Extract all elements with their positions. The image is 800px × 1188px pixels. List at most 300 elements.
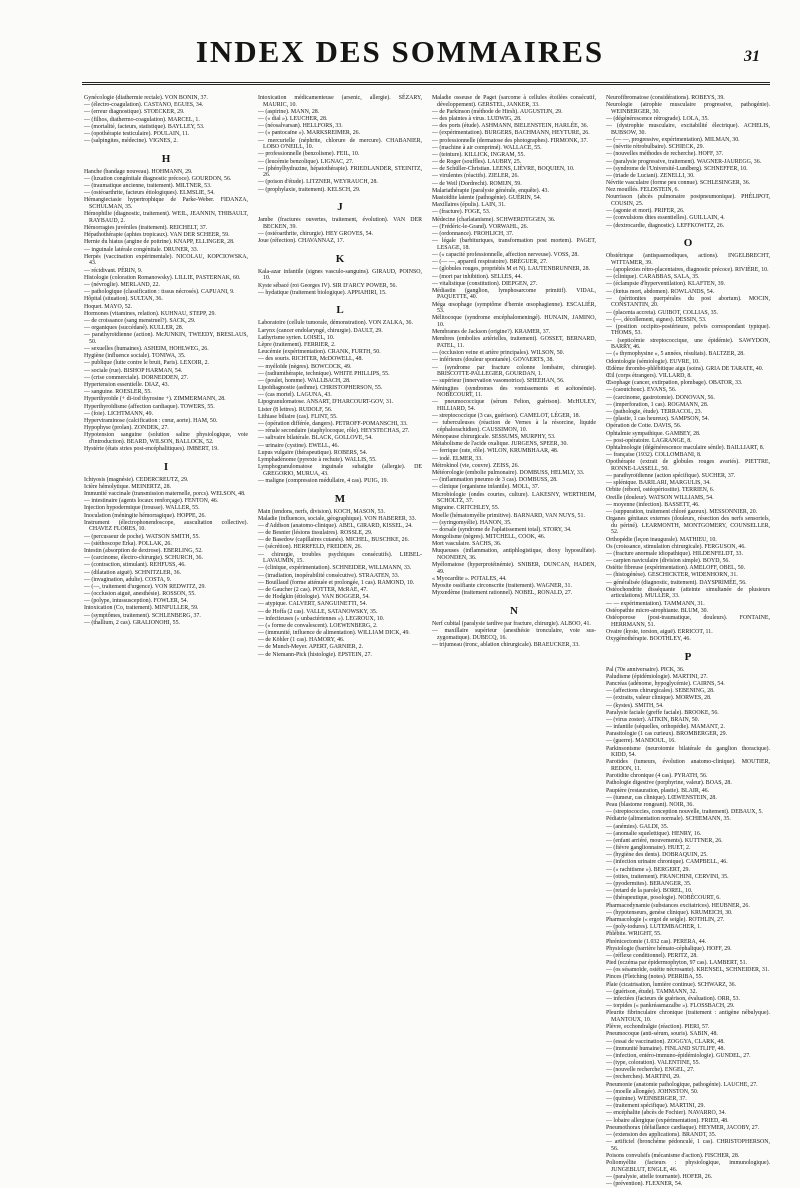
index-entry: Odontologie (sémiologie). EUVRE, 10. <box>606 358 700 365</box>
index-entry: — (anomalie squelettique). HENRY, 16. <box>606 830 702 837</box>
index-entry: — (symptômes, traitement). SCHLENBERG, 37. <box>84 612 201 619</box>
index-entry: Hypophyse (prolan). ZONDEK, 27. <box>84 425 169 432</box>
index-entry: — (phénylhydrazine, hépatothérapie). FRIEDLANDER, STEINITZ, 26. <box>258 165 422 179</box>
index-entry: — (leucémie benzolique). LIGNAC, 27. <box>258 158 354 165</box>
index-entry: — (triade de Luciani). ZENELLI, 30. <box>606 172 695 179</box>
index-entry: — vitalistique (constitution). DIEPGEN, 27. <box>432 280 538 287</box>
index-entry: — (guérison, étude). TAMMANN, 32. <box>606 988 698 995</box>
index-entry: — supérieur (innervation vasomotrice). SHEEHAN, 56. <box>432 378 565 385</box>
index-entry: Orbite (rébord, ostéopériostite). TERRIEN, 6. <box>606 487 715 494</box>
index-entry: — (placenta accreta). GUIBOT, COLLIAS, 35. <box>606 309 718 316</box>
index-entry: Plaie (cicatrisation, lumière continue). SCHWARZ, 36. <box>606 981 737 988</box>
index-entry: — (caoutchouc). EVANS, 56. <box>606 387 677 394</box>
index-entry: Orthopédie (leçon inaugurale). MATHIEU, 10. <box>606 536 717 543</box>
index-entry: Pneumocoque (anti-sérum, souris). SABIN, 48. <box>606 1031 718 1038</box>
header-rule <box>82 82 770 85</box>
index-entry: Mélitocoque (syndrome encéphalomeningé). HUNAIN, JAMINO, 10. <box>432 315 596 329</box>
index-entry: — (éclampsie d'hyperventilation). KLAFTEN, 39. <box>606 281 726 288</box>
index-entry: — (crise commerciale). DORNEDDEN, 27. <box>84 374 189 381</box>
index-entry: Intestin (absorption de dextrose). EBERLING, 52. <box>84 547 203 554</box>
index-entry: — (moelle allongée). JOHNSTON, 50. <box>606 1088 699 1095</box>
index-entry: Paupière (restauration, plastie). BLAIR, 46. <box>606 787 710 794</box>
index-entry: — française (1932). COLLOMBANI, 8. <box>606 452 702 459</box>
index-entry: Paludisme (épidémiologie). MARTINI, 27. <box>606 673 708 680</box>
index-entry: — mercurielle (néphrite, chlorure de mercure). CHABANIER, LOBO O'NEILL, 10. <box>258 137 422 151</box>
index-entry: Myélomatose (hyperprotéinémie). SNIBER, DUNCAN, HADEN, 49. <box>432 562 596 575</box>
index-entry: — infantile (séquelles, orthopédie). MAMANT, 2. <box>606 724 725 731</box>
index-entry: — (hygiène des dents). DOBRAQUIN, 25. <box>606 852 708 859</box>
index-entry: — (prophylaxie, traitement). KELSCH, 29. <box>258 186 361 193</box>
index-entry: Mastoïdite latente (pathogénie). GUÉRIN, 54. <box>432 195 542 202</box>
index-entry: Moelle (hématomyélie primitive). BARNARD, VAN NUYS, 51. <box>432 512 585 519</box>
index-entry: — (type, coloration). VALENTINE, 55. <box>606 1060 701 1067</box>
index-entry: — (dystrophie musculaire, excitabilité électrique). ACHELIS, BUBSOW, 30. <box>606 123 770 136</box>
index-entry: Microbiologie (ondes courtes, culture). LAKESNY, WERTHEIM, SCHOLTZ, 37. <box>432 491 596 505</box>
index-entry: — (enfant arriéré, mouvements). KUTTNER, 26. <box>606 837 723 844</box>
index-entry: — (dilatation aiguë). SCHNITZLER, 36. <box>84 569 182 576</box>
index-entry: Lipoïdiagnostie (asthme). CHRISTOPHERSON, 55. <box>258 385 383 392</box>
index-entry: Pied (eczéma par épidermophyton, 97 cas). LAMBERT, 51. <box>606 960 748 967</box>
index-entry: Hémophilie (diagnostic, traitement). WEIL, JEANNIN, THIBAULT, RAYBAUD, 2. <box>84 211 248 224</box>
index-entry: — (immunité humaine). FINLAND SUTLIFF, 48. <box>606 1045 725 1052</box>
index-entry: Neurofibromatose (considérations). ROBEYS, 39. <box>606 95 725 101</box>
index-entry: Hanche (bandage nouveau). HOHMANN, 29. <box>84 168 193 175</box>
index-entry: Ostéopathie micro-atrophiante. BLUM, 30. <box>606 607 709 614</box>
index-entry: Joue (réfection). CHAVANNAZ, 17. <box>258 238 345 245</box>
index-entry: — sexuelles (humaines). ASHEIM, HOHLWEG, 26. <box>84 346 209 353</box>
index-entry: Lupus vulgaire (thérapeutique). ROBERS, 54. <box>258 449 368 456</box>
index-entry: — trijumeau (tronc, ablation chirurgicale). BRAEUCKER, 33. <box>432 641 580 648</box>
index-entry: — (cas mortel). LAGUNA, 43. <box>258 392 332 399</box>
index-entry: Migraine. CRITCHLEY, 55. <box>432 505 500 512</box>
section-letter: H <box>161 152 171 165</box>
index-entry: — ferrique (rate, rôle). WILON, KRUMBHAAR, 48. <box>432 448 559 455</box>
section-letter: L <box>336 304 344 317</box>
index-entry: Neurologie (atrophie musculaire progressive, pathogénie). WEINBERGER, 30. <box>606 102 770 115</box>
index-entry: Inoculation (méningite hémorragique). HOPPE, 26. <box>84 512 206 519</box>
index-entry: Main (tendons, nerfs, division). KOCH, MASON, 53. <box>258 508 385 515</box>
index-entry: Nez mouillés. FELDSTEIN, 6. <box>606 187 679 194</box>
index-entry: — (« dial »). LEUCHER, 28. <box>258 115 328 122</box>
index-entry: — hydatique (traitement biologique). APPIAHIRI, 15. <box>258 289 387 296</box>
index-entry: Pharmacologie (« ergot de seigle). ROTHLIN, 27. <box>606 916 725 923</box>
index-entry: — (mort par inhibition). SELLES, 44. <box>432 273 522 280</box>
index-entry: Mongolisme (nègres). MITCHELL, COOK, 46. <box>432 534 546 541</box>
index-entry: — lobaire allergique (expérimentation). FRIED, 48. <box>606 1117 729 1124</box>
index-entry: — (— —, appareil respiratoire). BRÉGUER, 27. <box>432 259 548 266</box>
index-entry: Oxygénothérapie. BOOTHLEY, 46. <box>606 635 691 642</box>
index-entry: — (opération différée, dangers). PETROFF-POMANSCHI, 33. <box>258 421 408 427</box>
index-entry: Myxœdème (traitement rationnel). NOBEL, RONALD, 27. <box>432 590 573 597</box>
index-entry: — maligne (compression médullaire, 4 cas). PUIG, 19. <box>258 477 389 484</box>
index-entry: — (carcinome, gastrotomie). DONOVAN, 56. <box>606 394 715 401</box>
index-entry: — de Munch-Meyer. APERT, GARNIER, 2. <box>258 644 364 651</box>
index-entry: — (réflexe conditionnel). PERITZ, 28. <box>606 952 698 959</box>
index-entry: — de Roger (souffles). LAUBRY, 25. <box>432 159 522 166</box>
index-entry: — professionnelle (benzolisme). FEIL, 10. <box>258 151 360 158</box>
index-entry: Pathologie digestive (porphyrine, valeur). BOAS, 28. <box>606 780 732 787</box>
index-entry: — (traitement spécifique). MARTINI, 29. <box>606 1103 705 1110</box>
index-entry: Parasitologie (1 cas curieux). BROMBERGER, 29. <box>606 731 728 738</box>
index-entry: Mort vasculaire. SACHS, 36. <box>432 541 502 548</box>
index-entry: Méga œsophage (symptôme d'hernie œsophagienne). ESCALIÉR, 53. <box>432 301 596 315</box>
index-entry: — (hypotenseurs, genèse clinique). KRUMEICH, 30. <box>606 909 733 916</box>
page-title: INDEX DES SOMMAIRES <box>195 34 605 69</box>
index-entry: — pathologique (classification : tissus nécrosés). CAPUANI, 9. <box>84 289 235 296</box>
index-entry: — maxillaire supérieur (anesthésie tronculaire, voie sus-zygomatique). DUBECQ, 16. <box>432 628 596 641</box>
index-entry: Névrite vasculaire (forme peu connue). SCHLESINGER, 36. <box>606 180 751 187</box>
index-entry: Larynx (cancer endolaryngé, chirurgie). DAULT, 29. <box>258 327 383 334</box>
index-entry: — (« capacité professionnelle, affection nerveuse). VOSS, 28. <box>432 251 579 258</box>
index-entry: — (extraits, valeur clinique). MORWES, 28. <box>606 695 712 702</box>
index-entry: — légale (barbituriques, transformation post mortem). PAGET, LESAGE, 18. <box>432 238 596 251</box>
index-entry: — (nouvelles méthodes de recherche). HOFF, 37. <box>606 151 724 158</box>
index-entry: — des ports (étude). ASHMANN, BIELENSTEIN, HARLÉE, 36. <box>432 123 589 130</box>
index-entry: — inguinale latérale congénitale. DRUNER, 33. <box>84 246 199 253</box>
index-entry: — (poly-iodures). LUTEMBACHER, 1. <box>606 924 702 931</box>
index-entry: Hystérie (états stries post-encéphalitiques). IMBERT, 19. <box>84 446 219 453</box>
index-entry: — (fœtus mort, abdomen). ROWLANDS, 54. <box>606 288 715 295</box>
index-entry: — atypique. CALVERT, SANGUINETTI, 54. <box>258 601 367 608</box>
index-entry: — dorsale (syndrome de l'aplatissement total). STORY, 34. <box>432 526 572 533</box>
index-entry: Herpès (vaccination expérimentale). NICOLAU, KOPCIOWSKA, 43. <box>84 253 248 267</box>
index-entry: Nourrisson (abcès pulmonaire postpneumonique). PHÉLIPOT, COUSIN, 25. <box>606 194 770 208</box>
index-entry: — de Besnier (lésions tissulaires). ROSSLE, 29. <box>258 530 373 537</box>
index-entry: — (paralysie, attelle tournante). HOFER, 26. <box>606 1173 713 1180</box>
index-entry: — (machine à air comprimé). WALLACE, 55. <box>432 144 542 151</box>
index-entry: Kala-azar infantile (signes vasculo-sanguins). GIRAUD, POINSO, 10. <box>258 268 422 282</box>
index-entry: Parkinsonisme (neurotomie bilatérale du ganglion thoracique). KIDD, 54. <box>606 745 770 759</box>
section-letter: J <box>337 201 343 214</box>
index-entry: — (syndrome par fracture colonne lombaire, chirurgie). BRISCOTTE-PALLEGIER, GOURDAN, 1. <box>432 364 596 378</box>
index-entry: — (salpingites, médecine). VIGNES, 2. <box>84 138 178 145</box>
index-entry: — (poulet, homme). WALLBACH, 28. <box>258 377 351 384</box>
index-entry: — (position occipito-postérieure, pelvis correspondant typique). THOMS, 53. <box>606 323 770 337</box>
index-entry: Maladie (influences, sociale, géographique). VON HABERER, 33. <box>258 515 417 522</box>
index-entry: — (névrite rétrobulbaire). SCHIECK, 29. <box>606 144 704 151</box>
index-entry: — (pathologie, étude). TERRACOL, 23. <box>606 408 703 415</box>
index-entry: Médiastin (ganglion, lymphosarcome primitif). VIDAL, PAQUETTE, 40. <box>432 287 596 301</box>
index-entry: — iodé. ELMER, 33. <box>432 455 483 462</box>
index-entry: — de Hoffa (2 cas). VALLE, SATANOWSKY, 35. <box>258 608 378 615</box>
index-entry: Méningites (syndromes des vomissements et acétonémie). NOBÉCOURT, 11. <box>432 385 596 399</box>
section-letter: O <box>683 237 693 250</box>
index-entry: Lathyrisme syrien. LOISEL, 10. <box>258 334 335 341</box>
index-entry: — (« pantocaïne »). MARKSREIMER, 26. <box>258 130 361 137</box>
index-entry: Kyste sébacé (roi Georges IV). SIR D'ARCY POWER, 56. <box>258 282 397 289</box>
index-entry: — parathyroïdienne (action). McJUNKIN, TWEEDY, BRESLAUS, 50. <box>84 332 248 345</box>
index-entry: Membranes de Jackson (origine?). KRAMER, 37. <box>432 329 551 336</box>
index-entry: — des souris. RICHTER, McDOWELL, 48. <box>258 356 363 363</box>
index-entry: — d'Addison (anatomo-clinique). ABEL, GIRARD, KISSEL, 24. <box>258 522 413 529</box>
index-entry: Météorologie (embolie pulmonaire). DOMBUSS, HELMLY, 33. <box>432 470 585 476</box>
index-entry: — (clinique, expérimentation). SCHNEIDER, WILLMANN, 33. <box>258 565 412 572</box>
index-entry: — (poison d'étude). LITZNER, WEYRAUCH, 28. <box>258 179 378 186</box>
section-letter: P <box>684 650 692 663</box>
index-entry: Gynécologie (diathermie rectale). VON BONIN, 37. <box>84 95 208 101</box>
index-entry: — (infection, entéro-immuno-épidémiologie). GUNDEL, 27. <box>606 1052 751 1059</box>
index-entry: Oreille (douleur). WATSON WILLIAMS, 54. <box>606 494 714 501</box>
index-entry: — publique (lutte contre le bruit, Paris). LEXOIR, 2. <box>84 360 209 367</box>
index-entry: — rénale secondaire (staphylocoque, rôle). HEYSTECHAS, 27. <box>258 428 410 435</box>
index-entry: Poliomyélite (facteurs : physiologique, immunologique). JUNGEBLUT, ENGLE, 46. <box>606 1160 770 1173</box>
index-entry: Pancréas (adénome, hypoglycémie). CAIRNS, 54. <box>606 680 725 687</box>
index-entry: — organiques (succédané). KULLER, 28. <box>84 325 184 332</box>
index-entry: — (occlusion veine et artère principales). WILSON, 50. <box>432 350 565 357</box>
index-entry: — des plaintes à virus. LUDWIG, 28. <box>432 115 522 122</box>
index-entry: Pédiatrie (alimentation normale). SCHIEMANN, 35. <box>606 816 731 823</box>
index-entry: — (anémies). GALDI, 35. <box>606 823 669 830</box>
index-entry: Hémorragies juvéniles (traitement). REICHELT, 37. <box>84 225 208 232</box>
index-entry: — post-opératoire. LAGRANGE, 8. <box>606 437 692 444</box>
index-entry: — (fracture). FOGE, 53. <box>432 209 491 216</box>
index-entry: Hyperthyroïde (+ di-iod thyrosine +). ZIMMERMANN, 28. <box>84 396 226 403</box>
index-column-2 <box>258 95 422 1188</box>
index-entry: — de Hodgkin (étiologie). VAN BOGGER, 54. <box>258 594 370 601</box>
index-columns <box>84 95 770 1188</box>
section-letter: M <box>334 492 346 505</box>
index-entry: Hyperviraminose (calcification : cœur, aorte). HAM, 50. <box>84 417 218 424</box>
index-entry: Médecine (charlatanisme). SCHWERDTGGEN, 36. <box>432 216 556 223</box>
index-entry: — (irradiation, inopérabilité consécutive). STRAATEN, 33. <box>258 572 400 579</box>
index-entry: — généralisée (diagnostic, traitement). DAYSPRIMÉE, 56. <box>606 579 747 586</box>
index-entry: Hyperthyroïdisme (affection cardiaque). TOWERS, 55. <box>84 403 215 410</box>
index-entry: — intestinaire (agents locaux renforçage). FENTON, 46. <box>84 498 219 505</box>
index-entry: — (ordonnance). FROHLICH, 37. <box>432 230 514 237</box>
index-entry: Opération de Cotte. DAVIS, 56. <box>606 423 682 430</box>
index-entry: Pneumonie (anatomie pathologique, pathogénie). LAUCHE, 27. <box>606 1081 758 1088</box>
index-entry: — (« forme de convalescent). LOEWENBERG, 2. <box>258 622 378 629</box>
index-entry: — de croissance (sang menstruel?). SACK, 29. <box>84 317 196 324</box>
index-entry: Intoxication médicamenteuse (arsenic, allergie). SÉZARY, MAURIC, 10. <box>258 95 422 108</box>
index-entry: Parotidite chronique (4 cas). PYRATH, 56. <box>606 773 708 780</box>
index-entry: — (septicémie streptococcique, une épidémie). SAWYDON, BARRY, 46. <box>606 337 770 351</box>
index-entry: — Bouillaud (forme atténuée et prolongée, 1 cas). RAMOND, 10. <box>258 579 415 586</box>
index-entry: — sanguine. ROESLER, 55. <box>84 389 152 396</box>
index-entry: — (mortalité, facteurs, statistique). BAYLLEY, 53. <box>84 123 205 130</box>
index-entry: — (opothérapie testiculaire). POULAIN, 11. <box>84 130 190 137</box>
index-entry: — (fièvre ganglionnaire). HUET, 2. <box>606 845 691 852</box>
index-entry: Œsophage (cancer, extirpation, plombage). OBATOR, 33. <box>606 380 743 387</box>
index-entry: Membres (embolies artérielles, traitement). GOSSET, BERNARD, PATEL, 11. <box>432 336 596 349</box>
index-entry: Obstétrique (antispasmodiques, actions). INGELBRECHT, WITTAMER, 39. <box>606 253 770 266</box>
index-entry: — récidivant. PÉRIN, 9. <box>84 267 143 274</box>
index-entry: — (néosalvarsan). HELLFORS, 33. <box>258 123 343 130</box>
index-entry: — (percusseur de poche). WATSON SMITH, 55. <box>84 533 200 540</box>
index-entry: Pleurite fibrinculaire chronique (traitement : antigène nébulyque). MANTOUX, 10. <box>606 1010 770 1023</box>
index-entry: Organes génitaux externes (douleurs, résection des nerfs sensoriels, du périné). LEARMONTH, MONTGOMERY, COUNSELLER, 52. <box>606 516 770 536</box>
index-entry: Intoxication (Co, traitement). MINFULLER, 59. <box>84 605 199 612</box>
index-entry: — (syndrome de l'Université-Lundberg). SCHNEFFER, 10. <box>606 165 748 172</box>
index-entry: — inférieurs (douleur spontanée). GOVAERTS, 38. <box>432 357 554 364</box>
index-entry: Poisons convulsifs (mécanisme d'action). FISCHER, 28. <box>606 1152 740 1159</box>
index-entry: — urinaire (cystine). EWELL, 46. <box>258 442 339 449</box>
index-entry: — (—, traitement d'urgence). VON REDWITZ, 29. <box>84 583 206 590</box>
index-entry: — myéloïde (nègres). BOWCOCK, 49. <box>258 363 352 370</box>
index-entry: Laboratoire (cellule tumorale, démonstration). VON ZALKA, 36. <box>258 320 413 327</box>
index-entry: — (otites, traitement). FRANCHINI, CERVINI, 35. <box>606 873 729 880</box>
index-entry: Jambe (fractures ouvertes, traitement, évolution). VAN DER BECKEN, 39. <box>258 217 422 230</box>
index-entry: — clinique (organisme infantile). MOLL, 37. <box>432 484 540 491</box>
index-entry: Ictère hémolytique. MEINERTZ, 28. <box>84 483 171 490</box>
index-entry: — parathyroïdienne (action spécifique). SUCHER, 37. <box>606 473 736 480</box>
index-entry: Ostéoporose (post-traumatique, douleurs). FONTAINE, HERRMANN, 51. <box>606 615 770 628</box>
index-entry: — (radiumthérapie, technique). WHITE PHILLIPS, 55. <box>258 370 390 377</box>
index-entry: — artificiel (bronchéme pédonculé, 1 cas). CHRISTOPHERSON, 56. <box>606 1139 770 1152</box>
index-entry: — (—, décollement, signes). DESSIN, 53. <box>606 316 707 323</box>
index-entry: Lymphogranulomatose inguinale subaigüe (allergie). DE GREGORIO, MURUA, 43. <box>258 464 422 477</box>
section-letter: I <box>163 460 169 473</box>
index-entry: — (plastie, 1 cas heureux). SAMPSON, 54. <box>606 416 710 423</box>
index-entry: — (suppuration, traitement chloré gazeux). MESSONNIER, 20. <box>606 508 758 515</box>
index-entry: — splénique. BARILARI, MARGULIS, 34. <box>606 480 711 487</box>
index-column-4 <box>606 95 770 1188</box>
index-entry: Malariathérapie (paralysie générale, enquête). 43. <box>432 187 549 194</box>
index-entry: — (Frédéric-le-Grand). VORWAHL, 26. <box>432 223 529 230</box>
index-entry: — (paralysie progressive, traitement). WAGNER-JAUREGG, 36. <box>606 158 762 165</box>
index-entry: — (prévention). FLEXNER, 54. <box>606 1181 683 1188</box>
index-entry: — (polype, intussusception). FOWLER, 54. <box>84 598 189 605</box>
section-letter: K <box>335 252 345 265</box>
index-entry: — pneumococcique (sérum Felton, guérison). McHULEY, HILLIARD, 54. <box>432 399 596 412</box>
index-entry: — (filhos, diathermo-coagulation). MARCEL, 1. <box>84 116 200 123</box>
index-entry: — de Parkinson (méthode de Hirsh). AUGUSTIJN, 29. <box>432 108 563 115</box>
index-entry: — (ostéoarthrite, chirurgie). HEY GROVES, 54. <box>258 231 374 238</box>
index-entry: Ménopause chirurgicale. SESSUMS, MURPHY, 53. <box>432 434 556 441</box>
index-entry: — (clinique). CARABBAS, SALA, 35. <box>606 274 700 281</box>
index-entry: — (extension des applications). BRANDT, 35. <box>606 1131 717 1138</box>
index-entry: Lipogranulomatose. ANSART, D'HARCOURT-GOV, 31. <box>258 399 394 406</box>
index-entry: — (pyodermites). BERANGER, 35. <box>606 881 692 887</box>
index-entry: Pneumothorax (défaillance cardiaque). HEYMER, JACOBY, 27. <box>606 1124 760 1131</box>
index-entry: Ovaire (kyste, torsion, aiguë). ERRICOT, 11. <box>606 628 713 635</box>
index-entry: Ostéochondrite disséquante (atteinte simultanée de plusieurs articulations). MULLER, 33. <box>606 586 770 600</box>
index-entry: — (sécrétion). HERRFELD, FREIDEN, 26. <box>258 544 363 551</box>
index-entry: Phlébite. WRIGHT, 55. <box>606 931 662 938</box>
index-entry: — (occlusion aiguë, anesthésie). ROSSON, 55. <box>84 591 196 598</box>
index-entry: Myosite ossifiante circonscrite (traitement). WAGNER, 31. <box>432 583 572 590</box>
index-entry: — de Köhler (1 cas). HAMORY, 46. <box>258 637 345 644</box>
index-entry: — (retard de la parole). BOREL, 10. <box>606 888 693 895</box>
index-entry: Paralysie faciale (greffe faciale). BROOKE, 56. <box>606 709 719 716</box>
index-entry: Opothérapie (extrait de globules rouges avariés). PIETTRE, RONNE-LASSELL, 50. <box>606 459 770 472</box>
index-entry: — infectées (facteurs de guérison, évaluation). ORR, 53. <box>606 996 740 1002</box>
index-entry: — (globules rouges, propriétés M et N). LAUTENBRUNNER, 28. <box>432 266 591 273</box>
index-column-1 <box>84 95 248 1188</box>
index-entry: — (quinine). WEINBERGER, 37. <box>606 1096 687 1103</box>
index-entry: Ichtyosis (magnésie). CEDERCREUTZ, 29. <box>84 476 189 483</box>
index-entry: — salivaire bilatérale. BLACK, GOLLOVE, 54. <box>258 435 373 442</box>
index-entry: — torpides (« pankréasmazalbe »). FLOSSBACH, 29. <box>606 1003 735 1010</box>
index-entry: Lymphadénome (pyrexie à rechute). WALLIS, 55. <box>258 456 377 463</box>
page-header <box>0 0 800 80</box>
index-entry: Ophtalmologie (dégénérescence maculaire sénile). BAILLIART, 8. <box>606 444 765 451</box>
page-number: 31 <box>744 48 760 65</box>
index-entry: Injection hypodermique (trousse). WALLER, 55. <box>84 505 200 512</box>
index-entry: — carpien naviculaire (division simple). BOYD, 56. <box>606 558 730 565</box>
index-entry: — (fracture anormale idiopathique). HILDENFELDT, 33. <box>606 550 743 557</box>
index-entry: — (névroglie). MERLAND, 22. <box>84 281 160 288</box>
index-entry: Pharmacodynamie (substances excitatrices). HEUBNER, 26. <box>606 902 750 909</box>
index-entry: Maladie osseuse de Paget (sarcome à cellules étoilées consécutif, développement). GERSTEL, JANKER, 33. <box>432 95 596 108</box>
index-entry: — (thérapeutique, posologie). NOBÉCOURT, 6. <box>606 895 721 902</box>
index-entry: Leucémie (expérimentation). CRANK, FURTH, 50. <box>258 349 381 356</box>
index-entry: Pinces (Fletching (notes). PERRIBA, 55. <box>606 974 704 981</box>
index-entry: Plèvre, ecchondralgie (réaction). PIERI, 57. <box>606 1024 710 1031</box>
index-entry: — streptococcique (3 cas, guérison). CAMELOT, LÉGER, 18. <box>432 413 581 420</box>
index-entry: Peau (blastome rongeant). NOIR, 36. <box>606 801 694 808</box>
index-entry: — (teinture). KILLICK, INGRAM, 55. <box>432 151 525 158</box>
index-entry: — (syringomyélie). HANON, 35. <box>432 519 512 526</box>
index-entry: — (expérimentation). BURGERS, BACHMANN, HEYTURE, 26. <box>432 130 590 137</box>
index-entry: — de Gaucher (2 cas). POTTER, McRAE, 47. <box>258 586 368 593</box>
index-entry: — (agonie et mort). PRIFER, 26. <box>606 208 685 215</box>
index-entry: — (— —, progressive, expérimentation). MILMAN, 30. <box>606 136 740 143</box>
index-entry: — (« thymophysine », 5 années, résultats). BALTZER, 28. <box>606 351 745 358</box>
index-entry: Physiologie (barrière hémato-céphalique). HOFF, 29. <box>606 945 732 952</box>
index-entry: — (foie). LICHTMANN, 49. <box>84 410 154 417</box>
index-entry: — encéphalite (abcès de Fochier). NAVARRO, 34. <box>606 1110 727 1117</box>
index-entry: — (électro-coagulation). CASTANO, EGUES, 34. <box>84 102 204 109</box>
index-entry: — chirurgie, troubles psychiques consécutifs). LIEBEL-LAVAUMIN, 15. <box>258 551 422 565</box>
index-entry: — (affections chirurgicales). SEBENING, 28. <box>606 688 715 695</box>
index-entry: — moyenne (infection). BASSETT, 46. <box>606 501 700 508</box>
index-entry: — (convulsions dites essentielles). GUILLAIN, 4. <box>606 215 725 222</box>
index-entry: Muqueuses (inflammation, antiphlogistique, dioxy hyposulfate). NOONDEN, 36. <box>432 548 596 562</box>
index-entry: — (tumeur, cas clinique). LŒWENSTEIN, 28. <box>606 794 717 801</box>
index-entry: Hépathothérapie (aphtes tropicaux). VAN DER SCHEER, 59. <box>84 232 230 239</box>
index-entry: Hôpital (situation). SULTAN, 36. <box>84 296 163 303</box>
index-entry: Lèpre (traitement). FERRIER, 2. <box>258 341 336 348</box>
index-entry: — (immunité, influence de alimentation). WILLIAM DICK, 49. <box>258 630 410 637</box>
index-entry: Ostéite fibreuse (expérimentation). AMELOFF, OBEL, 50. <box>606 565 746 572</box>
index-entry: Hémangiectasie hypertrophique de Parke-Weber. FIDANZA, SCHULMAN, 35. <box>84 197 248 211</box>
index-entry: — (infection urinaire chronique). CAMPBELL, 46. <box>606 859 728 866</box>
index-entry: Ophtalmie sympathique. GAMBEY, 28. <box>606 430 701 437</box>
index-entry: — infectieuses (« unbactériennes »). LEGROUX, 10. <box>258 615 385 622</box>
index-entry: — de Niemann-Pick (histologie). EPSTEIN, 27. <box>258 651 372 658</box>
index-entry: — de Basedow (capillaires cutanés). MICHEL, BUSCHKE, 26. <box>258 537 409 544</box>
index-entry: — sociale (rue). BISHOP HARMAN, 54. <box>84 367 183 374</box>
index-entry: — (luxation congénitale diagnostic précoce). GOURDON, 56. <box>84 175 232 182</box>
index-entry: — (os sésamoïde, ostéite nécrosante). KRENSEL, SCHNEIDER, 31. <box>606 967 770 974</box>
index-entry: Métrokinol (vie, couvre). ZEISS, 26. <box>432 462 520 469</box>
index-entry: Lister (8 lettres). RUDOLF, 56. <box>258 406 333 413</box>
index-entry: Hormones (vitamines, relation). KUHNAU, STEPP, 29. <box>84 310 216 317</box>
index-entry: — (ostéoarthrite, facteurs étiologiques). ELMSLIE, 54. <box>84 190 215 197</box>
index-entry: — de Schüller-Christian. LEENS, LIÈVRE, BOQUIEN, 10. <box>432 166 575 173</box>
index-entry: Hernie du hiatus (angine de poitrine). KNAPP, ELLINGER, 28. <box>84 239 235 246</box>
index-entry: Œdème thrombo-phlébitique aigu (soins). GRIA DE TARATE, 40. <box>606 365 764 372</box>
index-entry: Hypotension sanguine (solution saline physiologique, voie d'introduction). BEARD, WILSON, BALLOCK, 52. <box>84 432 248 445</box>
index-entry: Nerf cubital (paralysie tardive par fracture, chirurgie). ALBOO, 41. <box>432 621 591 627</box>
index-entry: Œil (corps étrangers). VILLARD, 8. <box>606 373 692 379</box>
index-entry: Hygiène (influence sociale). TONIWA, 35. <box>84 353 186 360</box>
index-entry: — (erreur diagnostique). STOECKER, 29. <box>84 109 185 116</box>
index-entry: — (traumatique ancienne, traitement). MILTNER, 53. <box>84 183 212 190</box>
index-entry: Hoquet. MAYO, 52. <box>84 303 133 310</box>
index-entry: — (guerre). MANDOUL, 16. <box>606 738 676 745</box>
index-entry: — (imperforation, 1 cas). ROGMANN, 28. <box>606 401 709 408</box>
index-entry: — (invagination, adulte). COSTA, 9. <box>84 576 172 583</box>
index-entry: Parotides (tumeurs, évolution anatomo-clinique). MOUTIER, REDON, 11. <box>606 759 770 772</box>
index-entry: — tuberculeuses (réaction de Vernes à la résorcine, liquide céphalorachidien). CAUSSIMON, 10. <box>432 420 596 433</box>
index-entry: — (recherches). MARTINI, 29. <box>606 1074 681 1081</box>
index-entry: Instrument (électrophonendoscope, auscultation collective). CHAVEZ FLORES, 10. <box>84 519 248 533</box>
index-entry: — (histogénèse). GESCHICKTER, WIDENHORN, 31. <box>606 572 738 579</box>
index-entry: — (virus zoster). AITKIN, BRAIN, 50. <box>606 716 700 723</box>
index-entry: — (péritonites puerpérales du post abortum). MOCIN, CONSTANTIN, 20. <box>606 295 770 309</box>
